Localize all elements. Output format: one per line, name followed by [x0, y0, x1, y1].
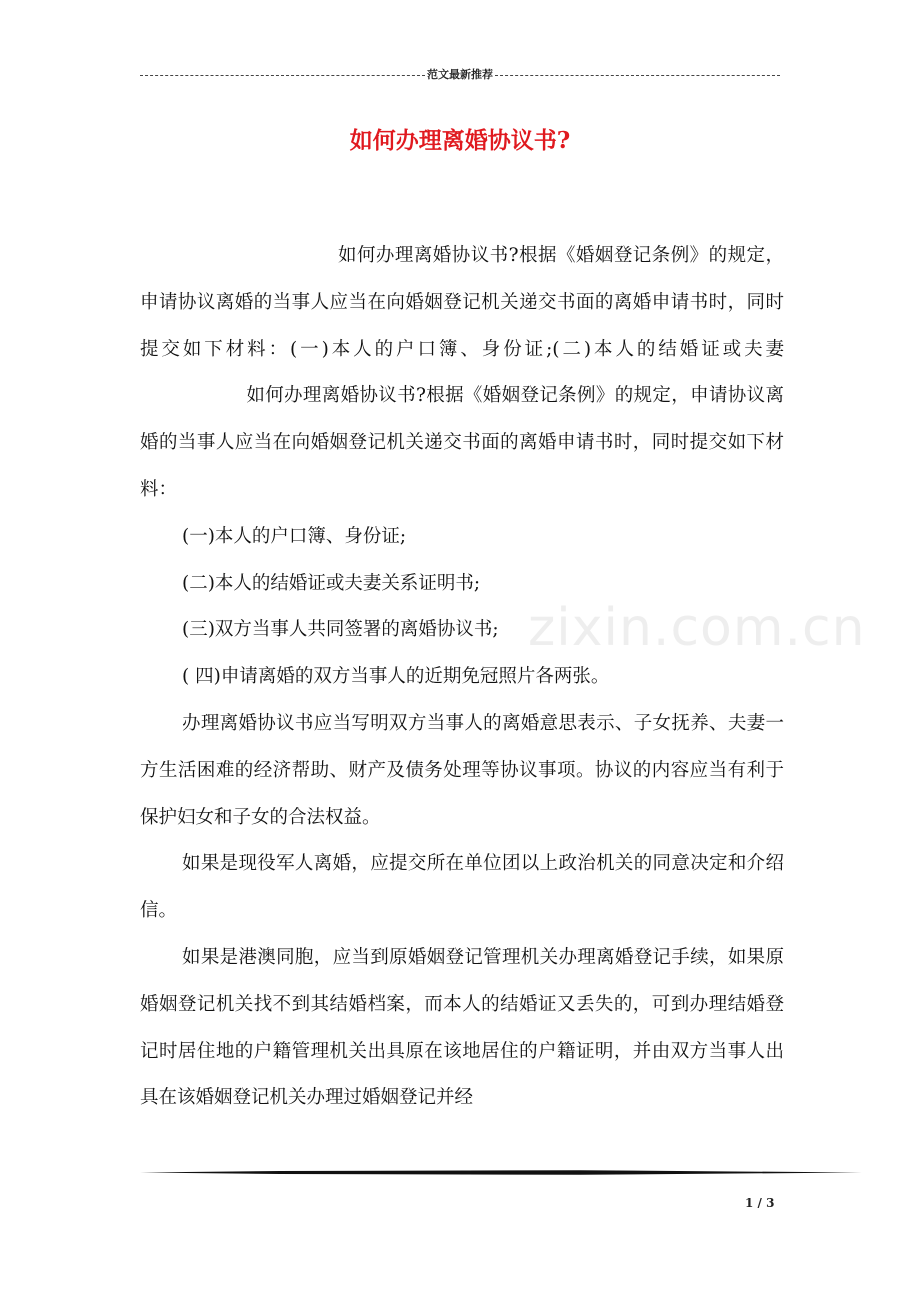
document-title: 如何办理离婚协议书? [349, 127, 571, 154]
page-number: 1 / 3 [745, 1196, 775, 1210]
list-item: ( 四)申请离婚的双方当事人的近期免冠照片各两张。 [182, 666, 610, 688]
paragraph-agreement-content: 办理离婚协议书应当写明双方当事人的离婚意思表示、子女抚养、夫妻一方生活困难的经济帮助、财产及债务处理等协议事项。协议的内容应当有利于保护妇女和子女的合法权益。 [140, 712, 784, 828]
page-header [140, 66, 780, 82]
paragraph-intro [140, 233, 784, 514]
paragraph-hk-macao: 如果是港澳同胞，应当到原婚姻登记管理机关办理离婚登记手续，如果原婚姻登记机关找不到其结婚档案，而本人的结婚证又丢失的，可到办理结婚登记时居住地的户籍管理机关出具原在该地居住的户籍证明，并由双方当事人出具在该婚姻登记机关办理过婚姻登记并经 [140, 946, 784, 1109]
list-item: (二)本人的结婚证或夫妻关系证明书; [182, 572, 481, 594]
intro-part-b: 如何办理离婚协议书?根据《婚姻登记条例》的规定，申请协议离婚的当事人应当在向婚姻登记机关递交书面的离婚申请书时，同时提交如下材料： [140, 385, 784, 500]
header-dash-right [495, 75, 780, 76]
list-item: (一)本人的户口簿、身份证; [182, 525, 407, 547]
list-item: (三)双方当事人共同签署的离婚协议书; [182, 619, 499, 641]
footer-rule [140, 1170, 862, 1175]
paragraph-military: 如果是现役军人离婚，应提交所在单位团以上政治机关的同意决定和介绍信。 [140, 853, 784, 922]
header-dash-left [140, 75, 425, 76]
document-body [140, 233, 784, 1122]
header-label: 范文最新推荐 [427, 68, 493, 81]
intro-part-a: 如何办理离婚协议书?根据《婚姻登记条例》的规定，申请协议离婚的当事人应当在向婚姻登记机关递交书面的离婚申请书时，同时提交如下材料：(一)本人的户口簿、身份证;(二)本人的结婚证或夫妻 [140, 245, 784, 360]
watermark: zixin.com.cn [528, 598, 866, 658]
